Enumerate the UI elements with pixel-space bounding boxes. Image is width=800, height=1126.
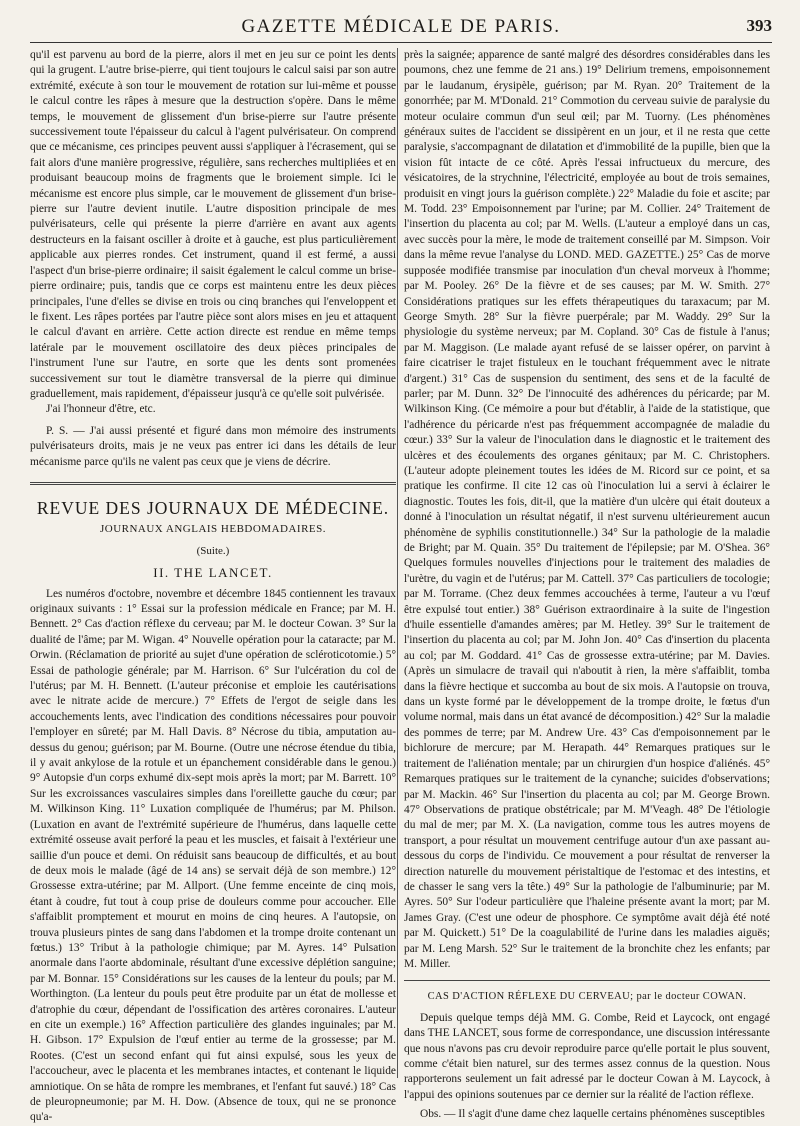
observation-paragraph: Obs. — Il s'agit d'une dame chez laquelle certains phénomènes susceptibles [420,1108,765,1121]
article-rule [404,980,770,981]
journal-title: GAZETTE MÉDICALE DE PARIS. [241,16,561,37]
column-divider [397,48,398,1078]
article-title: CAS D'ACTION RÉFLEXE DU CERVEAU; par le docteur COWAN. [427,991,747,1003]
header-rule [30,42,772,43]
page-header [30,4,772,44]
article-intro-paragraph: Depuis quelque temps déjà MM. G. Combe, Reid et Laycock, ont engagé dans THE LANCET, sous forme de correspondance, une discussion intéressante que nous n'avons pas cru devoir reproduire parce qu'elle portait le plus souvent, comme c'était bien naturel, sur des termes assez connus de la question. Nous rapporterons seulement un fait adressé par le docteur Cowan à M. Laycock, à l'appui des opinions soutenues par ce dernier sur la réalité de l'action réflexe. [404,1011,770,1101]
closing-line: J'ai l'honneur d'être, etc. [46,403,156,416]
left-column [30,48,396,1124]
postscript: P. S. — J'ai aussi présenté et figuré dans mon mémoire des instruments pulvérisateurs droits, mais je ne veux pas entrer ici dans les détails de leur mécanisme parce qu'ils ne valent pas ceux que je viens de décrire. [30,424,396,468]
lancet-summary-paragraph: Les numéros d'octobre, novembre et décembre 1845 contiennent les travaux originaux suivants : 1° Essai sur la profession médicale en France; par M. H. Bennett. 2° Cas d'action réflexe du cerveau; par M. le docteur Cowan. 3° Sur la dualité de l'âme; par M. Wigan. 4° Nouvelle opération pour la cataracte; par M. Orwin. (Réclamation de priorité au sujet d'une opération de scléroticotomie.) 5° Essai de pathologie générale; par M. Harrison. 6° Sur l'ulcération du col de l'utérus; par M. H. Bennett. (L'auteur préconise et emploie les cautérisations avec le nitrate acide de mercure.) 7° Effets de l'ergot de seigle dans les accouchements lents, avec l'indication des conditions nécessaires pour pouvoir l'employer en sûreté; par M. Hall Davis. 8° Nécrose du tibia, amputation au-dessus du genou; guérison; par M. Bourne. (Outre une nécrose étendue du tibia, il y avait ankylose de la rotule et un épanchement considérable dans le genou.) 9° Autopsie d'un corps exhumé dix-sept mois après la mort; par M. Barrett. 10° Sur les excroissances vasculaires simples dans l'oreillette gauche du cœur; par M. Wilkinson King. 11° Luxation compliquée de l'humérus; par M. Philson. (Luxation en avant de l'extrémité supérieure de l'humérus, dans laquelle cette extrémité osseuse avait perforé la peau et les muscles, et faisait à l'extérieur une saillie d'un pouce et demi. On réduisit sans beaucoup de difficultés, et au bout de deux mois le malade (âgé de 14 ans) se servait déjà de son membre.) 12° Grossesse extra-utérine; par M. Allport. (Une femme enceinte de cinq mois, étant à coudre, fut tout à coup prise de douleurs comme pour accoucher. Elle s'affaiblit promptement et mourut en moins de cinq heures. A l'autopsie, on trouva plusieurs pintes de sang dans l'abdomen et la trompe droite contenant un fœtus.) 13° Tribut à la pathologie chimique; par M. Ayres. 14° Pulsation anormale dans l'aorte abdominale, résultant d'une excessive déplétion sanguine; par M. Bonnar. 15° Considérations sur les causes de la lenteur du pouls; par M. Worthington. (La lenteur du pouls peut être produite par un état de mollesse et d'atrophie du cœur, dépendant de l'ossification des artères coronaires. L'auteur en cite un exemple.) 16° Affection particulière des glandes inguinales; par M. H. Gibson. 17° Expulsion de l'œuf entier au terme de la grossesse; par M. Rootes. (C'est un second enfant qui fut ainsi expulsé, sous les yeux de l'accoucheur, avec le placenta et les membranes intactes, et contenant le liquide amniotique. On se hâta de rompre les membranes, et l'enfant fut sauvé.) 18° Cas de pleuropneumonie; par M. H. Dow. (Absence de toux, qui ne se prononce qu'a- [30,587,396,1124]
subsection-title: II. THE LANCET. [153,565,273,581]
section-rule [30,482,396,485]
right-column [404,48,770,1121]
lancet-summary-continued: près la saignée; apparence de santé malgré des désordres considérables dans les poumons, chez une femme de 21 ans.) 19° Delirium tremens, empoisonnement par le laudanum, érysipèle, guérison; par M. Ryan. 20° Traitement de la gonorrhée; par M. M'Donald. 21° Commotion du cerveau suivie de paralysie du moteur oculaire commun d'un seul œil; par M. Tuorny. (Les phénomènes généraux suites de l'accident se dissipèrent en un jour, et il ne resta que cette paralysie, s'accompagnant de dilatation et d'immobilité de la pupille, bien que la vision fût intacte de ce côté. Après l'essai infructueux du mercure, des vésicatoires, de la strychnine, l'électricité, employée au bout de trois semaines, produisit en vingt jours la guérison complète.) 22° Maladie du foie et ascite; par M. Todd. 23° Empoisonnement par l'urine; par M. Collier. 24° Traitement de l'insertion du placenta au col; par M. Wells. (L'auteur a employé dans un cas, avec succès pour la mère, le mode de traitement conseillé par M. Simpson. Voir dans la même revue l'analyse du LOND. MED. GAZETTE.) 25° Cas de morve supposée modifiée transmise par inoculation d'un cheval morveux à l'homme; par M. Pooley. 26° De la fièvre et de ses causes; par M. W. Smith. 27° Considérations pratiques sur les effets thérapeutiques du taraxacum; par M. George Smyth. 28° Sur la fièvre puerpérale; par M. Waddy. 29° Sur la physiologie du système nerveux; par M. Copland. 30° Cas de fistule à l'anus; par M. Maggison. (Le malade ayant refusé de se laisser opérer, on parvint à faire cicatriser le trajet fistuleux en le touchant fréquemment avec le nitrate d'argent.) 31° Cas de suspension du sentiment, des sens et de la faculté de parler; par M. Dunn. 32° De l'innocuité des adhérences du péricarde; par M. Wilkinson King. (Ce mémoire a pour but d'établir, à l'aide de la statistique, que l'adhérence du péricarde n'est pas fréquemment accompagnée de maladie du cœur.) 33° Sur la valeur de l'inoculation dans le diagnostic et le traitement des ulcères et des écoulements des organes génitaux; par M. C. Christophers. (L'auteur adopte pleinement toutes les idées de M. Ricord sur ce point, et sa pratique les confirme. Il cite 12 cas où l'inoculation lui a servi à éclairer le diagnostic. Toutes les fois, dit-il, que la matière d'un ulcère qui était douteux a donné à l'inoculation un résultat négatif, il n'est survenu ultérieurement aucun phénomène de syphilis constitutionnelle.) 34° Sur la pathologie de la maladie de Bright; par M. Quain. 35° Du traitement de l'épilepsie; par M. O'Shea. 36° Quelques formules nouvelles d'injections pour le traitement des maladies de l'urètre, du vagin et de l'utérus; par M. Cattell. 37° Cas particuliers de tocologie; par M. Torrame. (Chez deux femmes accouchées à terme, l'auteur a vu l'œuf être expulsé tout entier.) 38° Guérison extraordinaire à la suite de l'ingestion d'huile essentielle d'amandes amères; par M. Hetley. 39° Sur le traitement de l'insertion du placenta au col; par M. John Jon. 40° Cas d'insertion du placenta au col; par M. Goddard. 41° Cas de grossesse extra-utérine; par M. Davies. (Après un simulacre de travail qui n'aboutit à rien, la mère s'affaiblit, tomba dans la fièvre hectique et succomba au bout de six mois. A l'autopsie on trouva, dans un kyste formé par le développement de la trompe droite, le fœtus d'un volume normal, mais dans un état avancé de décomposition.) 42° Sur la maladie des pommes de terre; par M. Andrew Ure. 43° Cas d'empoisonnement par le bichlorure de mercure; par M. Herapath. 44° Remarques pratiques sur le traitement de l'aliénation mentale; par un chirurgien d'un hospice d'aliénés. 45° Remarques pratiques sur le traitement de la cynanche; suicides d'observations; par M. Mackin. 46° Sur l'insertion du placenta au col; par M. George Brown. 47° Observations de pratique obstétricale; par M. M'Veagh. 48° De l'étiologie du mal de mer; par M. X. (La navigation, comme tous les autres moyens de transport, a pour résultat un mouvement centrifuge autour d'un axe passant au-dessous du corps de l'individu. Ce mouvement a pour résultat de renverser la direction naturelle du mouvement péristaltique de l'estomac et des intestins, et de chasser le sang vers la tête.) 49° Sur la pathologie de l'albuminurie; par M. Ayres. 50° Sur l'odeur particulière que l'haleine présente avant la mort; par M. James Gray. (C'est une odeur de phosphore. Ce symptôme avait déjà été noté par M. Quickett.) 51° De la coagulabilité de l'urine dans les maladies aiguës; par M. Leng Marsh. 52° Sur le traitement de la bronchite chez les enfants; par M. Miller. [404,49,770,970]
section-title: REVUE DES JOURNAUX DE MÉDECINE. [36,497,390,518]
page-number: 393 [746,16,772,35]
journals-subtitle: JOURNAUX ANGLAIS HEBDOMADAIRES. [99,523,327,536]
lithotrity-paragraph: qu'il est parvenu au bord de la pierre, alors il met en jeu sur ce point les dents qui la grugent. L'autre brise-pierre, qui tient toujours le calcul saisi par son autre extrémité, exécute à son tour le mouvement de rotation sur lui-même et pousse le calcul contre les râpes à mesure que la destruction s'opère. Dans le même temps, le mouvement de glissement d'un brise-pierre sur l'autre présente successivement toute l'épaisseur du calcul à l'agent pulvérisateur. On comprend que ce mécanisme, ces principes peuvent aussi s'appliquer à l'écrasement, qui se fait alors d'une manière progressive, régulière, sans recherches multipliées et en produisant beaucoup moins de fragments que le broiement simple. Ici le mécanisme est encore plus simple, car le mouvement de glissement d'un brise-pierre sur l'autre devient inutile. L'autre disposition principale de mes pulvérisateurs, celle qui présente la pierre d'arrière en avant aux agents destructeurs en la faisant osciller à droite et à gauche, est plus particulièrement applicable aux pierres rondes. Cet instrument, quand il est fermé, a aussi l'aspect d'un brise-pierre ordinaire; il saisit également le calcul comme un brise-pierre ordinaire; puis, tandis que ce corps est maintenu entre les deux pièces principales, l'une d'elles se divise en trois ou cinq branches qui l'enveloppent et le fixent. Les râpes portées par l'autre pièce sont alors mises en jeu et attaquent le calcul d'avant en arrière. Cette action directe est rendue en même temps latérale par le mouvement oscillatoire des deux pièces principales de l'instrument l'une sur l'autre, en sorte que les dents sont promenées successivement sur tout le diamètre transversal de la pierre qui diminue graduellement, mais rapidement, d'épaisseur jusqu'à ce qu'elle soit pulvérisée. [30,49,396,400]
suite-label: (Suite.) [196,544,230,557]
